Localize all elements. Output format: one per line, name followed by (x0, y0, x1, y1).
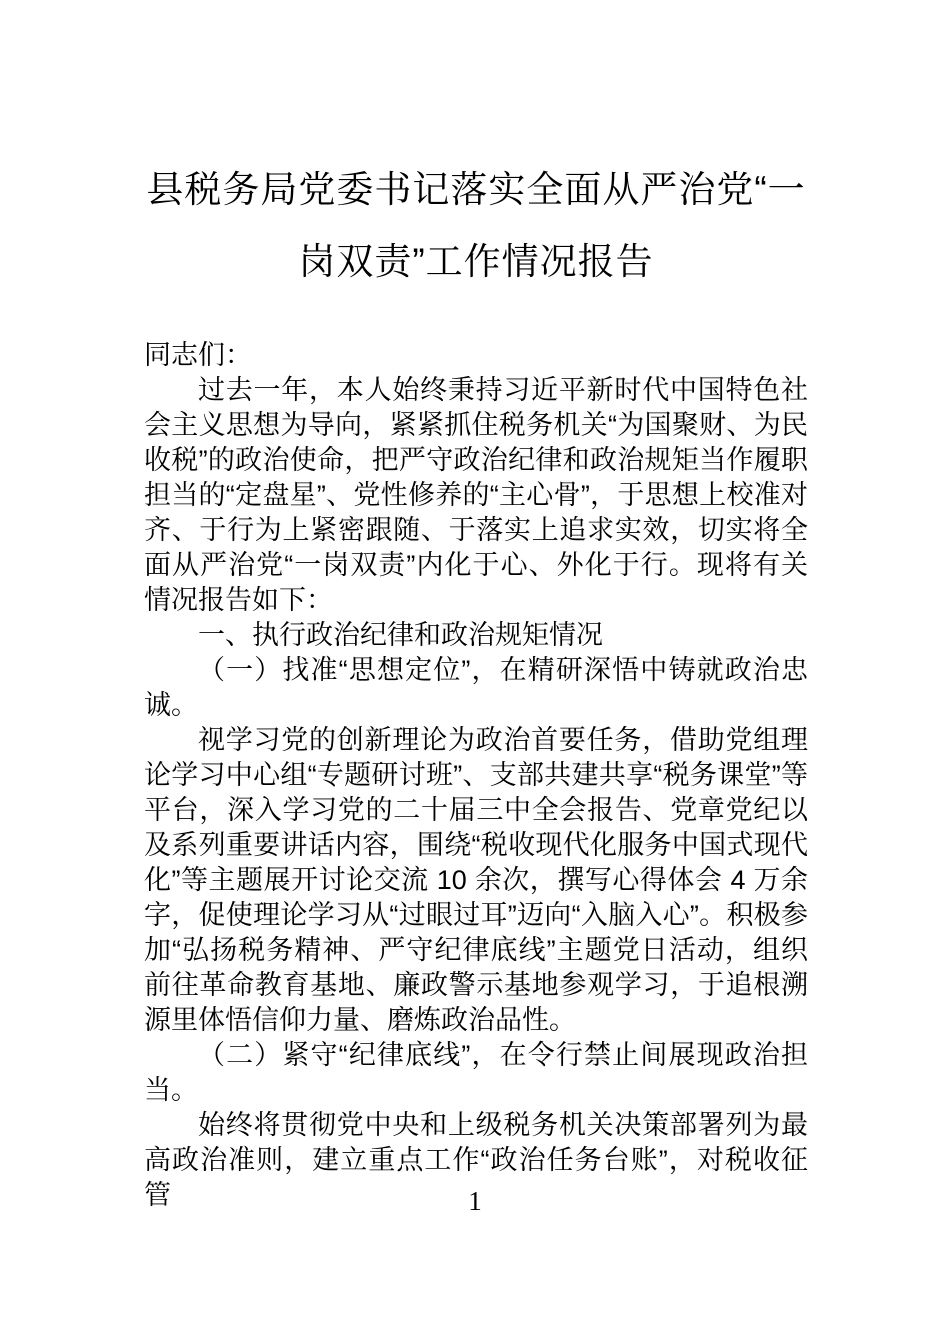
page-number: 1 (468, 1186, 482, 1216)
document-title: 县税务局党委书记落实全面从严治党“一岗双责”工作情况报告 (146, 169, 806, 282)
subsection-heading-1: （一）找准“思想定位”，在精研深悟中铸就政治忠诚。 (144, 655, 808, 720)
paragraph-intro: 过去一年，本人始终秉持习近平新时代中国特色社会主义思想为导向，紧紧抓住税务机关“为国聚财、为民收税”的政治使命，把严守政治纪律和政治规矩当作履职担当的“定盘星”、党性修养的“主心骨”，于思想上校准对齐、于行为上紧密跟随、于落实上追求实效，切实将全面从严治党“一岗双责”内化于心、外化于行。现将有关情况报告如下： (144, 375, 808, 615)
subsection-heading-2: （二）紧守“纪律底线”，在令行禁止间展现政治担当。 (144, 1040, 808, 1105)
paragraph-body-2: 始终将贯彻党中央和上级税务机关决策部署列为最高政治准则，建立重点工作“政治任务台账”，对税收征管 (144, 1110, 808, 1210)
paragraph-body-1: 视学习党的创新理论为政治首要任务，借助党组理论学习中心组“专题研讨班”、支部共建共享“税务课堂”等平台，深入学习党的二十届三中全会报告、党章党纪以及系列重要讲话内容，围绕“税收现代化服务中国式现代化”等主题展开讨论交流 10 余次，撰写心得体会 4 万余字，促使理论学习从“过眼过耳”迈向“入脑入心”。积极参加“弘扬税务精神、严守纪律底线”主题党日活动，组织前往革命教育基地、廉政警示基地参观学习，于追根溯源里体悟信仰力量、磨炼政治品性。 (144, 725, 808, 1035)
paragraph-salutation: 同志们： (144, 340, 252, 370)
page-footer (0, 1186, 950, 1216)
section-heading-1: 一、执行政治纪律和政治规矩情况 (198, 620, 603, 650)
document-body (144, 338, 808, 1213)
